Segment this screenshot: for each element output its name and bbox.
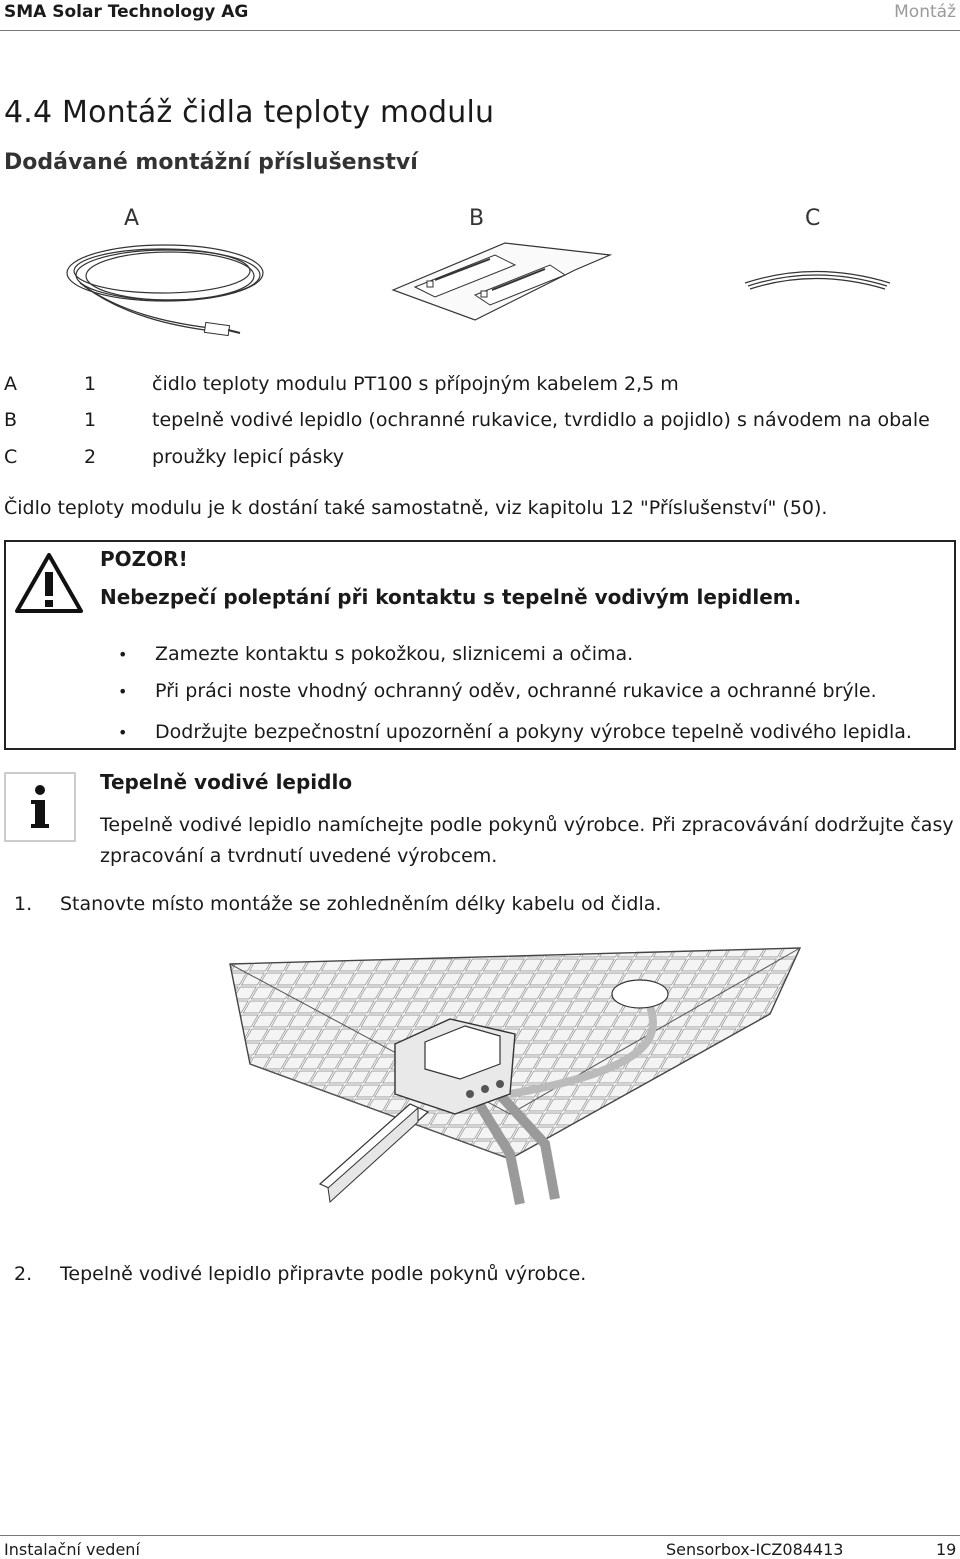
- bullet-dot: •: [118, 645, 128, 664]
- accessory-key-b: B: [4, 409, 18, 431]
- footer-page-number: 19: [936, 1540, 957, 1559]
- warning-bullet-2: Při práci noste vhodný ochranný oděv, ochranné rukavice a ochranné brýle.: [155, 680, 877, 702]
- step-number-2: 2.: [14, 1263, 33, 1285]
- page-title: 4.4 Montáž čidla teploty modulu: [4, 95, 495, 130]
- accessory-qty-a: 1: [84, 373, 97, 395]
- bullet-dot: •: [118, 682, 128, 701]
- accessory-key-c: C: [4, 446, 18, 468]
- footer-doc-type: Instalační vedení: [4, 1540, 140, 1559]
- sensor-cable-illustration: [60, 238, 280, 348]
- step-number-1: 1.: [14, 893, 33, 915]
- accessory-desc-c: proužky lepicí pásky: [152, 446, 344, 468]
- figure-label-a: A: [124, 206, 140, 231]
- header-rule: [0, 30, 960, 31]
- footer-rule: [0, 1535, 960, 1536]
- warning-bullet-1: Zamezte kontaktu s pokožkou, sliznicemi a očima.: [155, 643, 634, 665]
- accessory-qty-c: 2: [84, 446, 97, 468]
- warning-subtitle: Nebezpečí poleptání při kontaktu s tepelně vodivým lepidlem.: [100, 585, 802, 609]
- accessory-qty-b: 1: [84, 409, 97, 431]
- installation-illustration: [210, 944, 810, 1244]
- footer-doc-code: Sensorbox-ICZ084413: [666, 1540, 844, 1559]
- section-subtitle: Dodávané montážní příslušenství: [4, 150, 418, 175]
- accessory-desc-a: čidlo teploty modulu PT100 s přípojným kabelem 2,5 m: [152, 373, 679, 395]
- header-company: SMA Solar Technology AG: [4, 2, 249, 22]
- accessory-key-a: A: [4, 373, 17, 395]
- warning-triangle-icon: [14, 552, 84, 614]
- bullet-dot: •: [118, 723, 128, 742]
- info-icon: [4, 772, 76, 842]
- figure-label-b: B: [469, 206, 485, 231]
- accessory-note: Čidlo teploty modulu je k dostání také samostatně, viz kapitolu 12 "Příslušenství" (50).: [4, 497, 828, 519]
- tape-strips-illustration: [740, 255, 895, 295]
- warning-bullet-3: Dodržujte bezpečnostní upozornění a pokyny výrobce tepelně vodivého lepidla.: [155, 721, 912, 743]
- adhesive-packet-illustration: [385, 235, 615, 325]
- figure-label-c: C: [805, 206, 821, 231]
- step-text-2: Tepelně vodivé lepidlo připravte podle pokynů výrobce.: [60, 1263, 587, 1285]
- warning-title: POZOR!: [100, 547, 188, 571]
- header-section: Montáž: [894, 2, 956, 22]
- accessory-desc-b: tepelně vodivé lepidlo (ochranné rukavice, tvrdidlo a pojidlo) s návodem na obale: [152, 409, 930, 431]
- info-title: Tepelně vodivé lepidlo: [100, 770, 353, 794]
- step-text-1: Stanovte místo montáže se zohledněním délky kabelu od čidla.: [60, 893, 662, 915]
- info-text: Tepelně vodivé lepidlo namíchejte podle pokynů výrobce. Při zpracovávání dodržujte časy zpracování a tvrdnutí uvedené výrobcem.: [100, 814, 954, 867]
